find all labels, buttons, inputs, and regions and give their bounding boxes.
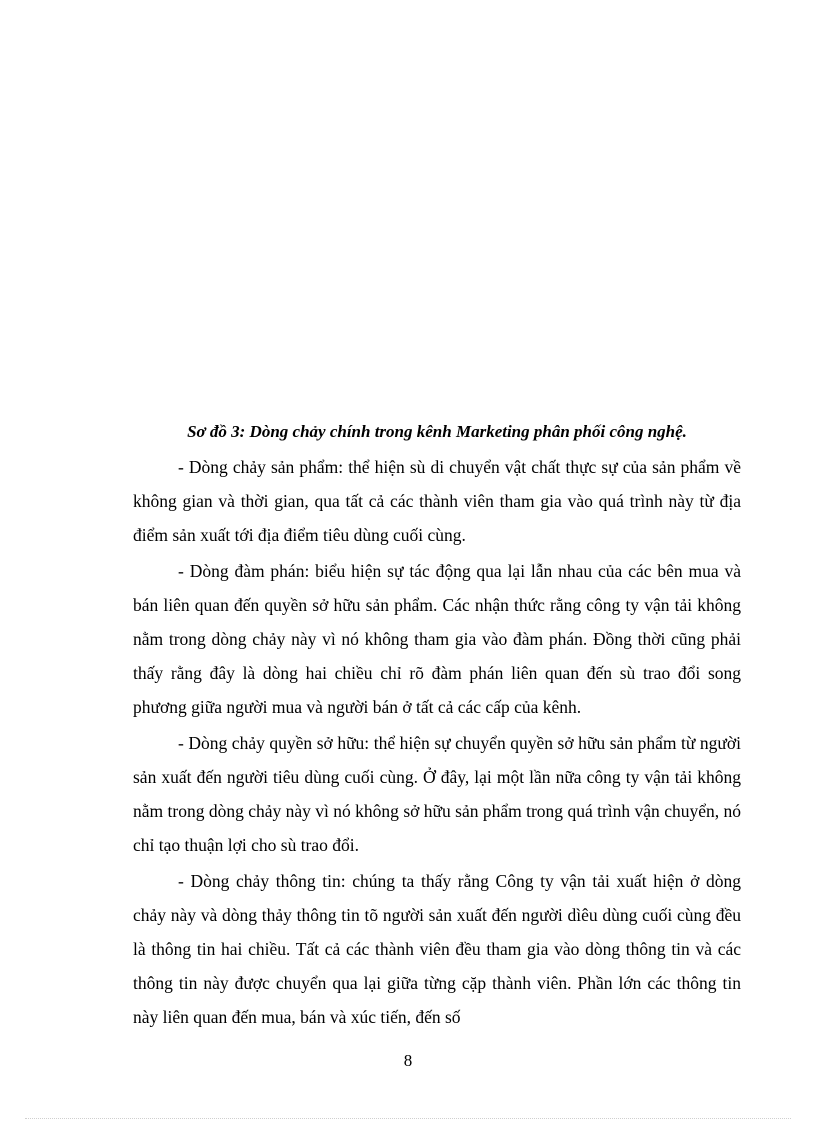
page-body [133,417,741,1036]
page-number: 8 [403,1051,413,1070]
figure-caption: Sơ đồ 3: Dòng chảy chính trong kênh Marketing phân phối công nghệ. [187,422,687,441]
paragraph-product-flow: - Dòng chảy sản phẩm: thể hiện sù di chuyển vật chất thực sự của sản phẩm về không gian và thời gian, qua tất cả các thành viên tham gia vào quá trình này từ địa điểm sản xuất tới địa điểm tiêu dùng cuối cùng. [133,457,741,545]
paragraph-ownership-flow: - Dòng chảy quyền sở hữu: thể hiện sự chuyển quyền sở hữu sản phẩm từ người sản xuất đến người tiêu dùng cuối cùng. Ở đây, lại một lần nữa công ty vận tải không nằm trong dòng chảy này vì nó không sở hữu sản phẩm trong quá trình vận chuyển, nó chỉ tạo thuận lợi cho sù trao đổi. [133,733,741,855]
paragraph-information-flow: - Dòng chảy thông tin: chúng ta thấy rằng Công ty vận tải xuất hiện ở dòng chảy này và dòng thảy thông tin tõ người sản xuất đến người dìêu dùng cuối cùng đều là thông tin hai chiều. Tất cả các thành viên đều tham gia vào dòng thông tin và các thông tin này được chuyển qua lại giữa từng cặp thành viên. Phần lớn các thông tin này liên quan đến mua, bán và xúc tiến, đến số [133,871,741,1027]
paragraph-negotiation-flow: - Dòng đàm phán: biểu hiện sự tác động qua lại lẫn nhau của các bên mua và bán liên quan đến quyền sở hữu sản phẩm. Các nhận thức rằng công ty vận tải không nằm trong dòng chảy này vì nó không tham gia vào đàm phán. Đồng thời cũng phải thấy rằng đây là dòng hai chiều chỉ rõ đàm phán liên quan đến sù trao đổi song phương giữa người mua và người bán ở tất cả các cấp của kênh. [133,561,741,717]
page-bottom-divider [25,1118,791,1119]
